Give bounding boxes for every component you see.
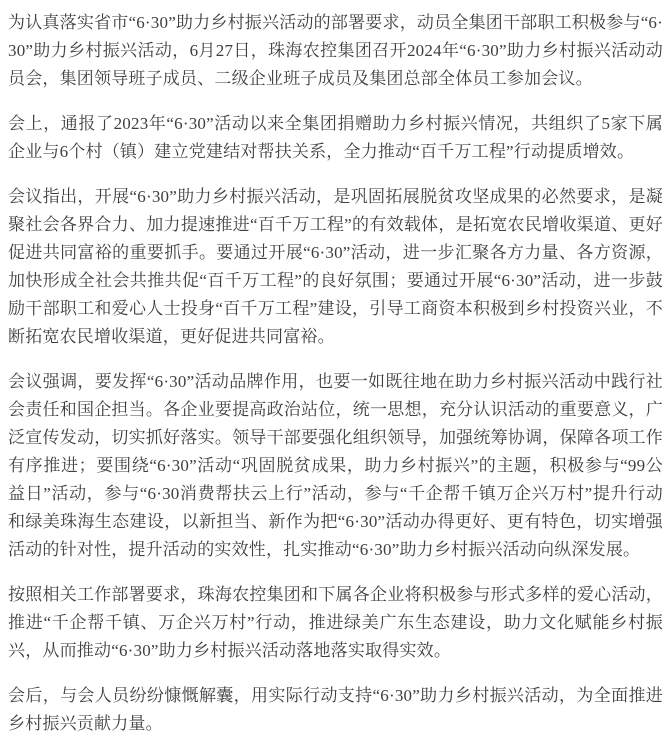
paragraph-conclusion: 会后，与会人员纷纷慷慨解囊，用实际行动支持“6·30”助力乡村振兴活动，为全面推进乡村振兴贡献力量。 <box>8 686 663 733</box>
paragraph-meeting-pointout: 会议指出，开展“6·30”助力乡村振兴活动，是巩固拓展脱贫攻坚成果的必然要求，是凝聚社会各界合力、加力提速推进“百千万工程”的有效载体，是拓宽农民增收渠道、更好促进共同富裕的重要抓手。要通过开展“6·30”活动，进一步汇聚各方力量、各方资源，加快形成全社会共推共促“百千万工程”的良好氛围；要通过开展“6·30”活动，进一步鼓励干部职工和爱心人士投身“百千万工程”建设，引导工商资本积极到乡村投资兴业，不断拓宽农民增收渠道，更好促进共同富裕。 <box>8 187 663 346</box>
paragraph-meeting-emphasis: 会议强调，要发挥“6·30”活动品牌作用，也要一如既往地在助力乡村振兴活动中践行社会责任和国企担当。各企业要提高政治站位，统一思想，充分认识活动的重要意义，广泛宣传发动，切实抓好落实。领导干部要强化组织领导，加强统筹协调，保障各项工作有序推进；要围绕“6·30”活动“巩固脱贫成果，助力乡村振兴”的主题，积极参与“99公益日”活动，参与“6·30消费帮扶云上行”活动，参与“千企帮千镇万企兴万村”提升行动和绿美珠海生态建设，以新担当、新作为把“6·30”活动办得更好、更有特色，切实增强活动的针对性，提升活动的实效性，扎实推动“6·30”助力乡村振兴活动向纵深发展。 <box>8 372 663 559</box>
paragraph-work-plan: 按照相关工作部署要求，珠海农控集团和下属各企业将积极参与形式多样的爱心活动，推进“千企帮千镇、万企兴万村”行动，推进绿美广东生态建设，助力文化赋能乡村振兴，从而推动“6·30”助力乡村振兴活动落地落实取得实效。 <box>8 585 663 660</box>
paragraph-meeting-report: 会上，通报了2023年“6·30”活动以来全集团捐赠助力乡村振兴情况，共组织了5家下属企业与6个村（镇）建立党建结对帮扶关系，全力推动“百千万工程”行动提质增效。 <box>8 114 663 161</box>
paragraph-meeting-intro: 为认真落实省市“6·30”助力乡村振兴活动的部署要求，动员全集团干部职工积极参与“6·30”助力乡村振兴活动，6月27日，珠海农控集团召开2024年“6·30”助力乡村振兴活动动员会，集团领导班子成员、二级企业班子成员及集团总部全体员工参加会议。 <box>8 13 663 88</box>
